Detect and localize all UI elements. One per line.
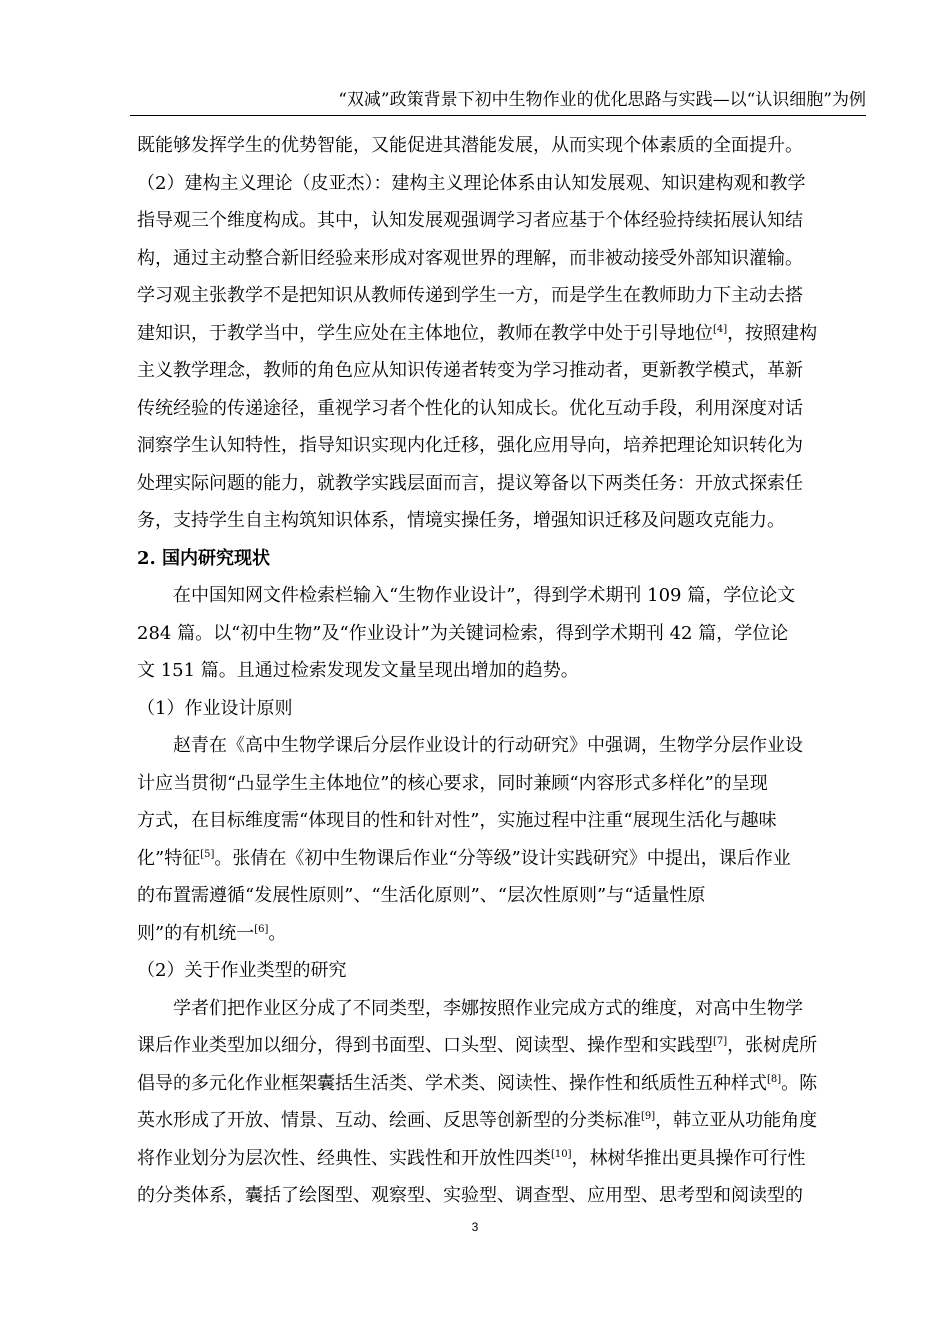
running-header: “双减”政策背景下初中生物作业的优化思路与实践—以“认识细胞”为例 <box>338 90 866 110</box>
line-text: 课后作业类型加以细分，得到书面型、口头型、阅读型、操作型和实践型 <box>137 1035 713 1056</box>
citation-ref: [4] <box>713 323 728 335</box>
line-text: 284 篇。以“初中生物”及“作业设计”为关键词检索，得到学术期刊 42 篇，学位论 <box>137 622 789 644</box>
line-text: 倡导的多元化作业框架囊括生活类、学术类、阅读性、操作性和纸质性五种样式 <box>137 1072 767 1094</box>
line-text: （2）建构主义理论（皮亚杰）：建构主义理论体系由认知发展观、知识建构观和教学 <box>137 172 806 194</box>
line-text: 建知识，于教学当中，学生应处在主体地位，教师在教学中处于引导地位 <box>137 322 713 344</box>
text-line <box>137 165 853 203</box>
line-text: 构，通过主动整合新旧经验来形成对客观世界的理解，而非被动接受外部知识灌输。 <box>137 247 803 269</box>
text-line <box>137 1140 853 1178</box>
text-line <box>137 915 853 953</box>
line-text: 化”特征 <box>137 847 201 869</box>
section-heading <box>137 540 853 578</box>
text-line <box>137 690 853 728</box>
text-line <box>137 1102 853 1140</box>
text-line <box>137 1027 853 1065</box>
line-text: 学习观主张教学不是把知识从教师传递到学生一方，而是学生在教师助力下主动去搭 <box>137 285 803 306</box>
line-text-after-citation: 。 <box>268 922 287 944</box>
text-line <box>137 727 853 765</box>
text-line <box>137 990 853 1028</box>
text-line <box>137 465 853 503</box>
line-text-after-citation: ，按照建构 <box>727 322 818 344</box>
text-line <box>137 1177 853 1215</box>
line-text: 主义教学理念，教师的角色应从知识传递者转变为学习推动者，更新教学模式，革新 <box>137 360 803 381</box>
line-text-after-citation: 。张倩在《初中生物课后作业“分等级”设计实践研究》中提出，课后作业 <box>214 847 791 869</box>
line-text: 将作业划分为层次性、经典性、实践性和开放性四类 <box>137 1147 551 1169</box>
line-text: 务，支持学生自主构筑知识体系，情境实操任务，增强知识迁移及问题攻克能力。 <box>137 510 785 531</box>
text-line <box>137 240 853 278</box>
line-text: 的布置需遵循“发展性原则”、“生活化原则”、“层次性原则”与“适量性原 <box>137 885 706 906</box>
line-text: 文 151 篇。且通过检索发现发文量呈现出增加的趋势。 <box>137 660 579 681</box>
text-line <box>137 427 853 465</box>
text-line <box>137 127 853 165</box>
line-text: 2. 国内研究现状 <box>137 547 271 569</box>
text-line <box>137 840 853 878</box>
text-line <box>137 765 853 803</box>
line-text: 在中国知网文件检索栏输入“生物作业设计”，得到学术期刊 109 篇，学位论文 <box>173 585 796 606</box>
line-text: 传统经验的传递途径，重视学习者个性化的认知成长。优化互动手段，利用深度对话 <box>137 397 803 419</box>
text-line <box>137 202 853 240</box>
line-text-after-citation: 。陈 <box>781 1072 818 1094</box>
line-text: 学者们把作业区分成了不同类型，李娜按照作业完成方式的维度，对高中生物学 <box>173 997 803 1019</box>
line-text: （2）关于作业类型的研究 <box>137 960 347 981</box>
line-text-after-citation: ，韩立亚从功能角度 <box>655 1110 818 1131</box>
line-text: 计应当贯彻“凸显学生主体地位”的核心要求，同时兼顾“内容形式多样化”的呈现 <box>137 772 768 794</box>
line-text: （1）作业设计原则 <box>137 697 293 719</box>
text-line <box>137 277 853 315</box>
line-text: 指导观三个维度构成。其中，认知发展观强调学习者应基于个体经验持续拓展认知结 <box>137 210 803 231</box>
text-line <box>137 802 853 840</box>
line-text: 赵青在《高中生物学课后分层作业设计的行动研究》中强调，生物学分层作业设 <box>173 735 803 756</box>
citation-ref: [5] <box>200 848 215 860</box>
line-text-after-citation: ，林树华推出更具操作可行性 <box>571 1147 806 1169</box>
page-number: 3 <box>471 1220 479 1234</box>
citation-ref: [8] <box>767 1073 782 1085</box>
citation-ref: [9] <box>641 1111 656 1122</box>
document-body <box>137 127 853 1215</box>
text-line <box>137 1065 853 1103</box>
line-text: 的分类体系，囊括了绘图型、观察型、实验型、调查型、应用型、思考型和阅读型的 <box>137 1185 803 1206</box>
text-line <box>137 877 853 915</box>
line-text: 处理实际问题的能力，就教学实践层面而言，提议筹备以下两类任务：开放式探索任 <box>137 472 803 494</box>
header-rule <box>130 115 866 116</box>
line-text: 英水形成了开放、情景、互动、绘画、反思等创新型的分类标准 <box>137 1110 641 1131</box>
text-line <box>137 502 853 540</box>
citation-ref: [10] <box>551 1148 572 1160</box>
line-text: 洞察学生认知特性，指导知识实现内化迁移，强化应用导向，培养把理论知识转化为 <box>137 435 803 456</box>
citation-ref: [6] <box>254 923 269 935</box>
text-line <box>137 390 853 428</box>
line-text: 方式，在目标维度需“体现目的性和针对性”，实施过程中注重“展现生活化与趣味 <box>137 810 777 831</box>
text-line <box>137 577 853 615</box>
citation-ref: [7] <box>713 1036 728 1047</box>
text-line <box>137 315 853 353</box>
line-text-after-citation: ，张树虎所 <box>727 1035 818 1056</box>
line-text: 则”的有机统一 <box>137 922 255 944</box>
line-text: 既能够发挥学生的优势智能，又能促进其潜能发展，从而实现个体素质的全面提升。 <box>137 135 803 156</box>
text-line <box>137 352 853 390</box>
text-line <box>137 615 853 653</box>
text-line <box>137 652 853 690</box>
text-line <box>137 952 853 990</box>
